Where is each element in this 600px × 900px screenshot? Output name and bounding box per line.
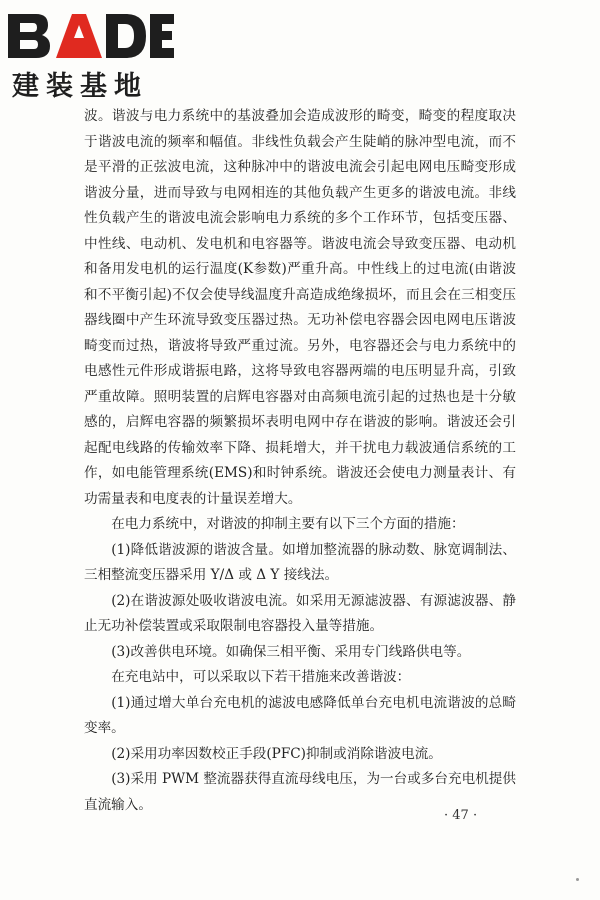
logo-letter-b [8, 14, 50, 58]
paragraph-charging-station-intro: 在充电站中，可以采取以下若干措施来改善谐波： [111, 669, 411, 685]
list-item-station-3: (3)采用 PWM 整流器获得直流母线电压，为一台或多台充电机提供直流输入。 [84, 771, 516, 813]
logo-letter-e [150, 14, 174, 58]
list-item-measure-1: (1)降低谐波源的谐波含量。如增加整流器的脉动数、脉宽调制法、三相整流变压器采用 Y/Δ 或 Δ Y 接线法。 [84, 541, 516, 583]
paragraph-harmonic-effects: 波。谐波与电力系统中的基波叠加会造成波形的畸变，畸变的程度取决于谐波电流的频率和幅值。非线性负载会产生陡峭的脉冲型电流，而不是平滑的正弦波电流，这种脉冲中的谐波电流会引起电网电压畸变形成谐波分量，进而导致与电网相连的其他负载产生更多的谐波电流。非线性负载产生的谐波电流会影响电力系统的多个工作环节，包括变压器、中性线、电动机、发电机和电容器等。谐波电流会导致变压器、电动机和备用发电机的运行温度(K参数)严重升高。中性线上的过电流(由谐波和不平衡引起)不仅会使导线温度升高造成绝缘损坏，而且会在三相变压器线圈中产生环流导致变压器过热。无功补偿电容器会因电网电压谐波畸变而过热，谐波将导致严重过流。另外，电容器还会与电力系统中的电感性元件形成谐振电路，这将导致电容器两端的电压明显升高，引致严重故障。照明装置的启辉电容器对由高频电流引起的过热也是十分敏感的，启辉电容器的频繁损坏表明电网中存在谐波的影响。谐波还会引起配电线路的传输效率下降、损耗增大，并干扰电力载波通信系统的工作，如电能管理系统(EMS)和时钟系统。谐波还会使电力测量表计、有功需量表和电度表的计量误差增大。 [84, 108, 516, 507]
list-item-measure-2: (2)在谐波源处吸收谐波电流。如采用无源滤波器、有源滤波器、静止无功补偿装置或采取限制电容器投入量等措施。 [84, 592, 516, 634]
logo-letter-d [106, 14, 146, 58]
paragraph-suppression-intro: 在电力系统中，对谐波的抑制主要有以下三个方面的措施： [111, 516, 465, 532]
brand-logo [6, 8, 176, 102]
page-number: · 47 · [444, 808, 478, 823]
list-item-station-1: (1)通过增大单台充电机的滤波电感降低单台充电机电流谐波的总畸变率。 [84, 694, 516, 736]
list-item-measure-3: (3)改善供电环境。如确保三相平衡、采用专门线路供电等。 [111, 643, 471, 660]
bade-logo-icon [6, 8, 176, 64]
page-body [84, 104, 516, 818]
list-item-station-2: (2)采用功率因数校正手段(PFC)抑制或消除谐波电流。 [111, 745, 442, 762]
logo-subtitle: 建装基地 [12, 71, 148, 102]
scan-mark [576, 878, 579, 881]
